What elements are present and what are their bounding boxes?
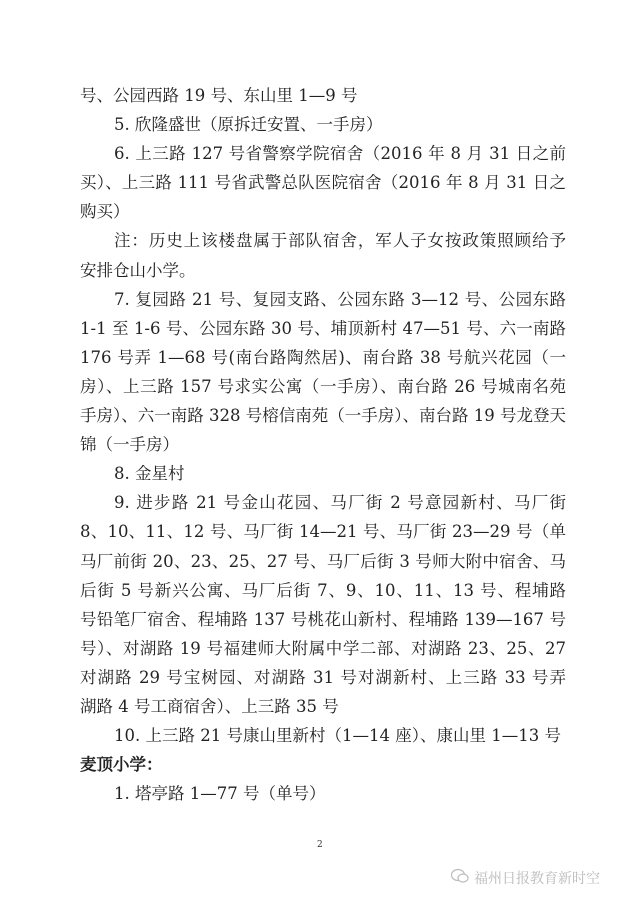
text-line: 湖路 4 号工商宿舍）、上三路 35 号 — [80, 696, 339, 716]
watermark — [450, 868, 600, 888]
page-number: 2 — [317, 840, 323, 850]
section-heading: 麦顶小学： — [80, 755, 163, 775]
text-line: 176 号弄 1—68 号(南台路陶然居)、南台路 38 号航兴花园（一 — [80, 347, 566, 367]
list-item-5: 5. 欣隆盛世（原拆迁安置、一手房） — [114, 115, 383, 135]
list-item-9: 9. 进步路 21 号金山花园、马厂街 2 号意园新村、马厂街 — [114, 493, 566, 513]
wechat-icon — [450, 868, 470, 888]
list-item-8: 8. 金星村 — [114, 464, 185, 484]
text-line: 买）、上三路 111 号省武警总队医院宿舍（2016 年 8 月 31 日之 — [80, 173, 566, 193]
text-line: 对湖路 29 号宝树园、对湖路 31 号对湖新村、上三路 33 号弄 — [80, 667, 566, 687]
text-line: 号）、对湖路 19 号福建师大附属中学二部、对湖路 23、25、27 — [80, 638, 566, 658]
text-line: 锦（一手房） — [80, 435, 179, 455]
text-line: 号、公园西路 19 号、东山里 1—9 号 — [80, 86, 358, 105]
watermark-text: 福州日报教育新时空 — [474, 871, 600, 887]
text-line: 手房）、六一南路 328 号榕信南苑（一手房）、南台路 19 号龙登天 — [80, 406, 566, 426]
list-item-1: 1. 塔亭路 1—77 号（单号） — [114, 784, 326, 804]
text-line: 8、10、11、12 号、马厂街 14—21 号、马厂街 23—29 号（单 — [80, 522, 566, 542]
list-item-6: 6. 上三路 127 号省警察学院宿舍（2016 年 8 月 31 日之前 — [114, 144, 566, 164]
text-line: 安排仓山小学。 — [80, 260, 196, 280]
text-line: 购买） — [80, 202, 130, 222]
document-body — [80, 81, 566, 808]
text-line: 1-1 至 1-6 号、公园东路 30 号、埔顶新村 47—51 号、六一南路 — [80, 318, 566, 338]
text-line: 后街 5 号新兴公寓、马厂后街 7、9、10、11、13 号、程埔路 — [80, 580, 566, 600]
text-line: 号铅笔厂宿舍、程埔路 137 号桃花山新村、程埔路 139—167 号 — [80, 609, 566, 629]
list-item-7: 7. 复园路 21 号、复园支路、公园东路 3—12 号、公园东路 — [114, 289, 566, 309]
text-line: 马厂前街 20、23、25、27 号、马厂后街 3 号师大附中宿舍、马 — [80, 551, 566, 571]
note-line: 注：历史上该楼盘属于部队宿舍，军人子女按政策照顾给予 — [114, 231, 566, 251]
text-line: 房）、上三路 157 号求实公寓（一手房）、南台路 26 号城南名苑 — [80, 376, 566, 396]
list-item-10: 10. 上三路 21 号康山里新村（1—14 座）、康山里 1—13 号 — [114, 726, 561, 746]
